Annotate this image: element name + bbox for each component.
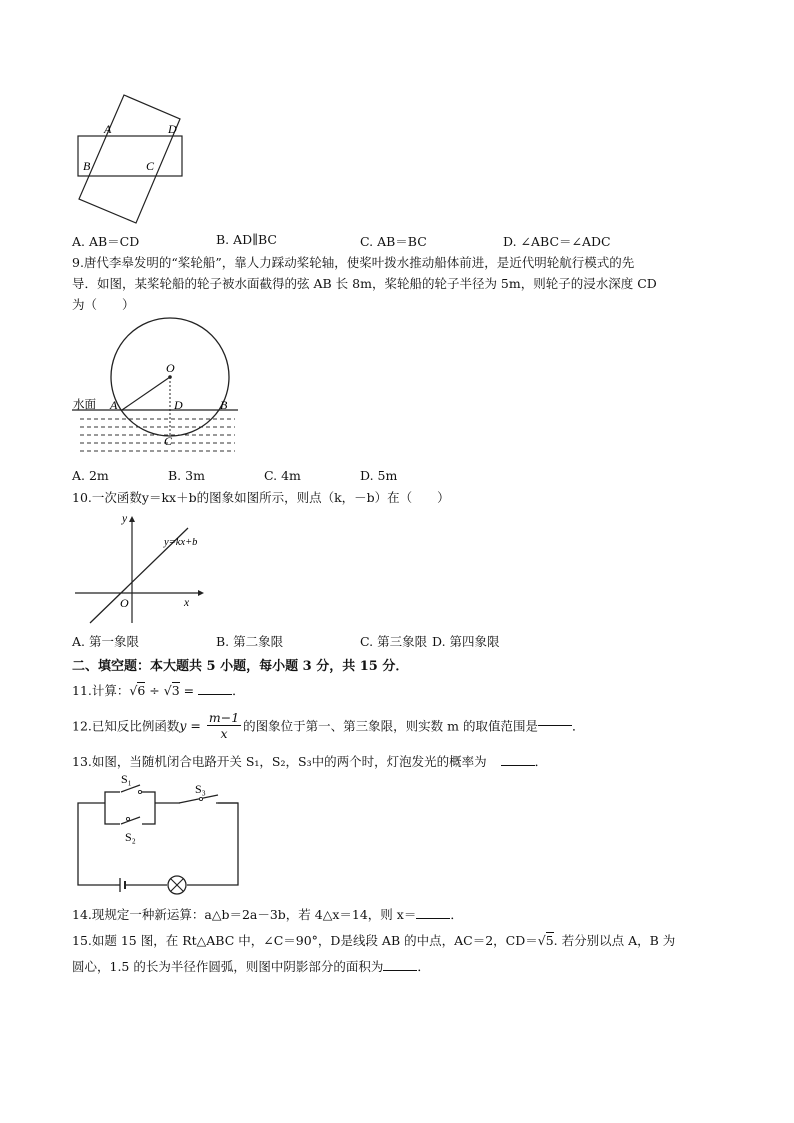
- q10-option-b: B. 第二象限: [216, 634, 284, 649]
- radicand-3: 3: [171, 683, 180, 698]
- figure-q8-parallelogram: [70, 90, 195, 225]
- q14-answer-blank[interactable]: [416, 918, 450, 919]
- q13: [72, 752, 547, 770]
- figure-q10-linear-function: [70, 508, 220, 628]
- origin-label: O: [120, 596, 129, 610]
- label-s2: S₂: [125, 830, 136, 844]
- q12-fraction: [207, 710, 241, 741]
- q12-answer-blank[interactable]: [538, 725, 572, 726]
- radicand-5: 5: [545, 933, 554, 948]
- label-d: D: [174, 398, 183, 412]
- q8-option-c: C. AB＝BC: [360, 234, 427, 249]
- switch-s3-contact: [199, 797, 202, 800]
- q15-line-1: [72, 931, 675, 949]
- label-o: O: [166, 361, 175, 375]
- q14-text: 14.现规定一种新运算：a△b＝2a－3b，若 4△x＝14，则 x＝: [72, 907, 417, 922]
- x-axis-arrow: [198, 590, 204, 596]
- q14-end: ．: [450, 907, 463, 922]
- equals-sign: =: [179, 683, 199, 698]
- q15-line-1b: . 若分别以点 A，B 为: [553, 933, 676, 948]
- y-axis-label: y: [122, 513, 128, 525]
- q15-line-1a: 15.如题 15 图，在 Rt△ABC 中，∠C＝90°，D是线段 AB 的中点，AC＝2，CD＝: [72, 933, 538, 948]
- figure-q9-paddle-wheel: [70, 315, 245, 465]
- q12-end: ．: [571, 718, 585, 734]
- figure-q13-circuit: [70, 770, 250, 895]
- q8-option-a: A. AB＝CD: [72, 234, 140, 249]
- q15-line-2-text: 圆心，1.5 的长为半径作圆弧，则图中阴影部分的面积为: [72, 959, 384, 974]
- q12: [72, 710, 584, 741]
- water-label: 水面: [73, 399, 96, 411]
- q11-answer-blank[interactable]: [198, 694, 232, 695]
- wire-left: [78, 803, 115, 885]
- q9-line-3: 为（ ）: [72, 297, 135, 312]
- q11-prefix: 11.计算：: [72, 683, 130, 698]
- sqrt-5: √5: [537, 933, 554, 948]
- switch-s3-gap: [180, 800, 216, 806]
- q9-line-1: 9.唐代李皋发明的“桨轮船”，靠人力踩动桨轮轴，使桨叶拨水推动船体前进，是近代明轮航行模式的先: [72, 255, 635, 270]
- label-b: B: [220, 398, 228, 412]
- fraction-numerator: m−1: [208, 710, 240, 725]
- q12-prefix: 12.已知反比例函数: [72, 718, 180, 734]
- section-2-heading: 二、填空题：本大题共 5 小题，每小题 3 分，共 15 分．: [72, 659, 409, 674]
- q9-option-c: C. 4m: [264, 468, 301, 483]
- q10-text: 10.一次函数y＝kx＋b的图象如图所示，则点（k，－b）在（ ）: [72, 490, 450, 505]
- q12-suffix: 的图象位于第一、第三象限，则实数 m 的取值范围是: [243, 718, 538, 734]
- divide-sign: ÷: [145, 683, 164, 698]
- q15-line-2: [72, 957, 430, 975]
- q9-option-b: B. 3m: [168, 468, 205, 483]
- q14: [72, 905, 463, 923]
- q15-answer-blank[interactable]: [383, 970, 417, 971]
- q9-line-2: 导．如图，某桨轮船的轮子被水面截得的弦 AB 长 8m，桨轮船的轮子半径为 5m，则轮子的浸水深度 CD: [72, 276, 657, 291]
- q10-option-d: D. 第四象限: [432, 634, 500, 649]
- label-s3: S₃: [195, 782, 206, 796]
- q11: [72, 681, 245, 699]
- line-label: y=kx+b: [164, 537, 198, 548]
- y-axis-arrow: [129, 516, 135, 522]
- q13-text: 13.如图，当随机闭合电路开关 S₁，S₂，S₃中的两个时，灯泡发光的概率为: [72, 754, 487, 769]
- q8-option-d: D. ∠ABC＝∠ADC: [503, 234, 611, 249]
- label-c: C: [146, 159, 155, 173]
- label-a: A: [110, 398, 118, 412]
- q13-end: ．: [534, 754, 548, 769]
- label-a: A: [104, 122, 112, 136]
- q9-option-a: A. 2m: [72, 468, 109, 483]
- label-b: B: [83, 159, 91, 173]
- horizontal-strip: [78, 136, 182, 176]
- q15-end: ．: [417, 959, 430, 974]
- q11-end: ．: [232, 683, 245, 698]
- switch-s2-contact: [126, 817, 129, 820]
- q9-option-d: D. 5m: [360, 468, 398, 483]
- label-s1: S₁: [121, 772, 132, 786]
- q13-answer-blank[interactable]: [501, 765, 535, 766]
- radius-oa: [122, 377, 170, 410]
- q8-option-b: B. AD∥BC: [216, 232, 277, 247]
- q12-fn: y =: [179, 718, 205, 733]
- sqrt-6: √6: [129, 683, 146, 698]
- sqrt-3: √3: [163, 683, 180, 698]
- wire-right: [187, 803, 238, 885]
- switch-s1-contact: [138, 790, 141, 793]
- switch-s2-gap: [120, 821, 142, 827]
- fraction-denominator: x: [220, 726, 228, 741]
- center-point: [168, 375, 172, 379]
- q10-option-a: A. 第一象限: [72, 634, 139, 649]
- x-axis-label: x: [184, 597, 190, 609]
- tilted-strip: [79, 95, 180, 223]
- label-d: D: [168, 122, 177, 136]
- label-c: C: [164, 434, 173, 448]
- q10-option-c: C. 第三象限: [360, 634, 428, 649]
- radicand-6: 6: [137, 683, 146, 698]
